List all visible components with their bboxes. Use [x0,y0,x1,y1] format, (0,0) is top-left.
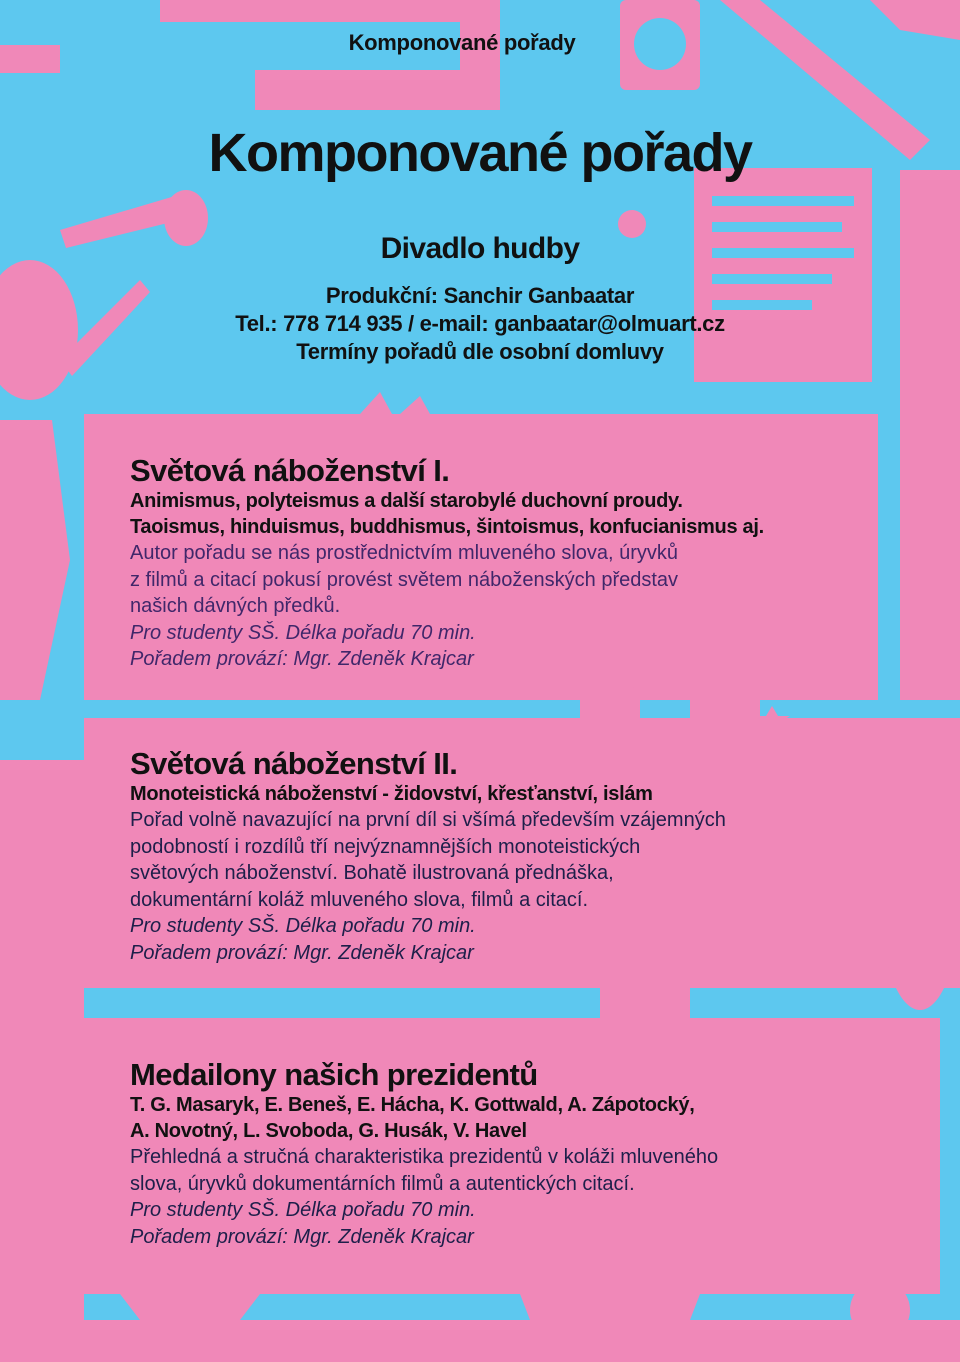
program-card-religions-1 [130,454,850,673]
program-host: Pořadem provází: Mgr. Zdeněk Krajcar [130,648,474,670]
venue-subtitle: Divadlo hudby [380,232,580,265]
program-title: Světová náboženství I. [130,453,450,488]
program-subtitle-line: T. G. Masaryk, E. Beneš, E. Hácha, K. Gottwald, A. Zápotocký, [130,1094,695,1116]
contact-info [0,282,960,366]
schedule-line: Termíny pořadů dle osobní domluvy [296,339,664,364]
program-subtitle-line: A. Novotný, L. Svoboda, G. Husák, V. Havel [130,1120,527,1142]
producer-line: Produkční: Sanchir Ganbaatar [325,283,635,308]
program-host: Pořadem provází: Mgr. Zdeněk Krajcar [130,1225,474,1248]
program-card-religions-2 [130,747,850,966]
program-subtitle-line: Monoteistická náboženství - židovství, křesťanství, islám [130,783,653,805]
program-subtitle-line: Animismus, polyteismus a další starobylé duchovní proudy. [130,490,683,512]
program-description-line: světových náboženství. Bohatě ilustrovaná přednáška, [130,862,614,884]
program-card-presidents [130,1058,850,1250]
program-audience: Pro studenty SŠ. Délka pořadu 70 min. [130,915,476,937]
program-title: Světová náboženství II. [130,746,458,781]
page-title: Komponované pořady [208,123,752,183]
program-title: Medailony našich prezidentů [130,1057,538,1092]
program-host: Pořadem provází: Mgr. Zdeněk Krajcar [130,941,474,964]
program-subtitle-line: Taoismus, hinduismus, buddhismus, šintoismus, konfucianismus aj. [130,516,764,538]
program-description-line: dokumentární koláž mluveného slova, filmů a citací. [130,888,588,911]
program-description-line: slova, úryvků dokumentárních filmů a autentických citací. [130,1172,635,1195]
program-description-line: našich dávných předků. [130,595,341,617]
program-audience: Pro studenty SŠ. Délka pořadu 70 min. [130,1199,476,1221]
program-description-line: podobností i rozdílů tří nejvýznamnějších monoteistických [130,835,641,858]
program-audience: Pro studenty SŠ. Délka pořadu 70 min. [130,621,476,644]
program-description-line: Pořad volně navazující na první díl si všímá především vzájemných [130,809,726,831]
phone-email-line[interactable]: Tel.: 778 714 935 / e-mail: ganbaatar@olmuart.cz [235,311,725,336]
program-description-line: Autor pořadu se nás prostřednictvím mluveného slova, úryvků [130,542,679,564]
program-description-line: Přehledná a stručná charakteristika prezidentů v koláži mluveného [130,1146,719,1168]
top-label: Komponované pořady [348,30,576,55]
program-description-line: z filmů a citací pokusí provést světem náboženských představ [130,568,679,591]
